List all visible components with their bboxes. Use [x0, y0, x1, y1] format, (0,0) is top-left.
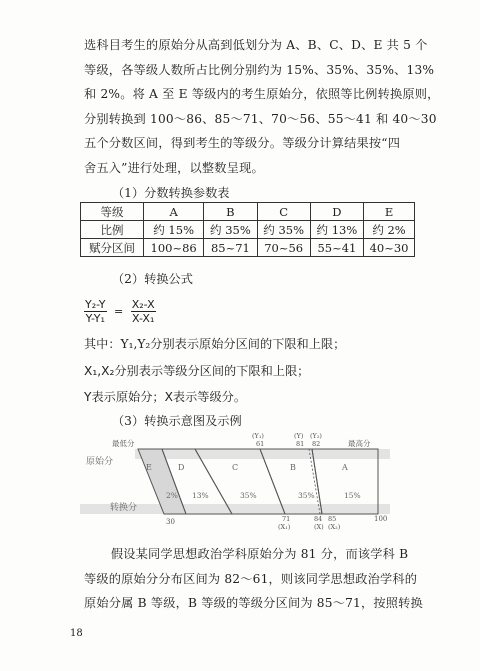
- conversion-parameter-table: [80, 202, 415, 257]
- formula-equals: =: [114, 305, 124, 318]
- x1-value: 71: [282, 515, 291, 523]
- table-cell: 70~56: [257, 239, 310, 257]
- table-cell: 100~86: [144, 239, 204, 257]
- section-heading-formula: （2）转换公式: [112, 272, 193, 286]
- converted-max-value: 100: [374, 515, 388, 523]
- percent-label: 35%: [298, 491, 315, 500]
- text-line: 舍五入”进行处理，以整数呈现。: [84, 160, 264, 175]
- text-line: 和 2%。将 A 至 E 等级内的考生原始分，依照等比例转换原则，: [84, 87, 440, 101]
- formula-left-fraction: [84, 298, 107, 325]
- intro-paragraph: [84, 33, 440, 180]
- text-line: 五个分数区间，得到考生的等级分。等级分计算结果按“四: [84, 136, 401, 150]
- raw-score-band: [135, 449, 390, 459]
- percent-label: 35%: [240, 491, 257, 500]
- table-cell: 约 35%: [257, 221, 310, 239]
- conversion-diagram: [80, 430, 400, 530]
- table-cell: 等级: [81, 203, 144, 221]
- grade-label: B: [290, 463, 296, 472]
- table-cell: 55~41: [310, 239, 363, 257]
- table-cell: B: [204, 203, 257, 221]
- conversion-formula: [84, 298, 156, 325]
- table-cell: 85~71: [204, 239, 257, 257]
- text-line: 假设某同学思想政治学科原始分为 81 分，而该学科 B: [110, 547, 409, 561]
- table-row: [81, 239, 415, 257]
- formula-note: 其中：Y₁,Y₂分别表示原始分区间的下限和上限；: [84, 337, 346, 351]
- formula-note: Y表示原始分；X表示等级分。: [84, 390, 247, 404]
- table-cell: D: [310, 203, 363, 221]
- table-cell: 约 2%: [364, 221, 415, 239]
- table-cell: E: [364, 203, 415, 221]
- table-cell: C: [257, 203, 310, 221]
- table-cell: 赋分区间: [81, 239, 144, 257]
- formula-right-numerator: X₂-X: [131, 298, 155, 311]
- text-line: 分别转换到 100～86、85～71、70～56、55～41 和 40～30: [84, 111, 437, 126]
- grade-label: E: [146, 463, 152, 472]
- x2-label: (X₂): [328, 523, 341, 530]
- raw-score-label: 原始分: [86, 457, 114, 467]
- y-value: 81: [296, 440, 305, 448]
- percent-label: 13%: [192, 491, 209, 500]
- formula-right-denominator: X-X₁: [132, 312, 155, 325]
- text-line: 原始分属 B 等级，B 等级的等级分区间为 85～71，按照转换: [84, 596, 423, 610]
- max-score-label: 最高分: [348, 439, 371, 448]
- formula-left-denominator: Y-Y₁: [85, 312, 105, 325]
- grade-label: D: [178, 463, 185, 472]
- min-score-label: 最低分: [112, 439, 135, 448]
- table-row: [81, 221, 415, 239]
- x1-label: (X₁): [278, 523, 291, 530]
- table-cell: 约 15%: [144, 221, 204, 239]
- section-heading-diagram: （3）转换示意图及示例: [112, 414, 242, 428]
- x-label: (X): [314, 523, 324, 530]
- converted-score-label: 转换分: [110, 503, 138, 513]
- x2-value: 85: [328, 515, 337, 523]
- text-line: 等级，各等级人数所占比例分别约为 15%、35%、35%、13%: [84, 62, 435, 77]
- text-line: 等级的原始分分布区间为 82～61，则该同学思想政治学科的: [84, 571, 418, 586]
- example-paragraph: [84, 542, 423, 616]
- table-cell: 约 35%: [204, 221, 257, 239]
- x-value: 84: [314, 515, 323, 523]
- formula-right-fraction: [131, 298, 156, 325]
- percent-label: 2%: [166, 491, 178, 500]
- y1-label: (Y₁): [252, 432, 264, 440]
- text-line: 选科目考生的原始分从高到低划分为 A、B、C、D、E 共 5 个: [84, 38, 428, 52]
- grade-label: A: [342, 463, 348, 472]
- table-cell: 约 13%: [310, 221, 363, 239]
- converted-min-value: 30: [166, 518, 175, 526]
- grade-label: C: [232, 463, 239, 472]
- percent-label: 15%: [344, 491, 361, 500]
- y2-label: (Y₂): [310, 432, 322, 440]
- table-cell: 40~30: [364, 239, 415, 257]
- y1-value: 61: [256, 440, 265, 448]
- section-heading-parameter-table: （1）分数转换参数表: [112, 186, 230, 200]
- formula-left-numerator: Y₂-Y: [85, 298, 106, 311]
- formula-note: X₁,X₂分别表示等级分区间的下限和上限；: [84, 364, 310, 378]
- y2-value: 82: [312, 440, 321, 448]
- table-cell: A: [144, 203, 204, 221]
- table-cell: 比例: [81, 221, 144, 239]
- table-header-row: [81, 203, 415, 221]
- page-number: 18: [70, 628, 83, 639]
- y-label: (Y): [294, 432, 304, 440]
